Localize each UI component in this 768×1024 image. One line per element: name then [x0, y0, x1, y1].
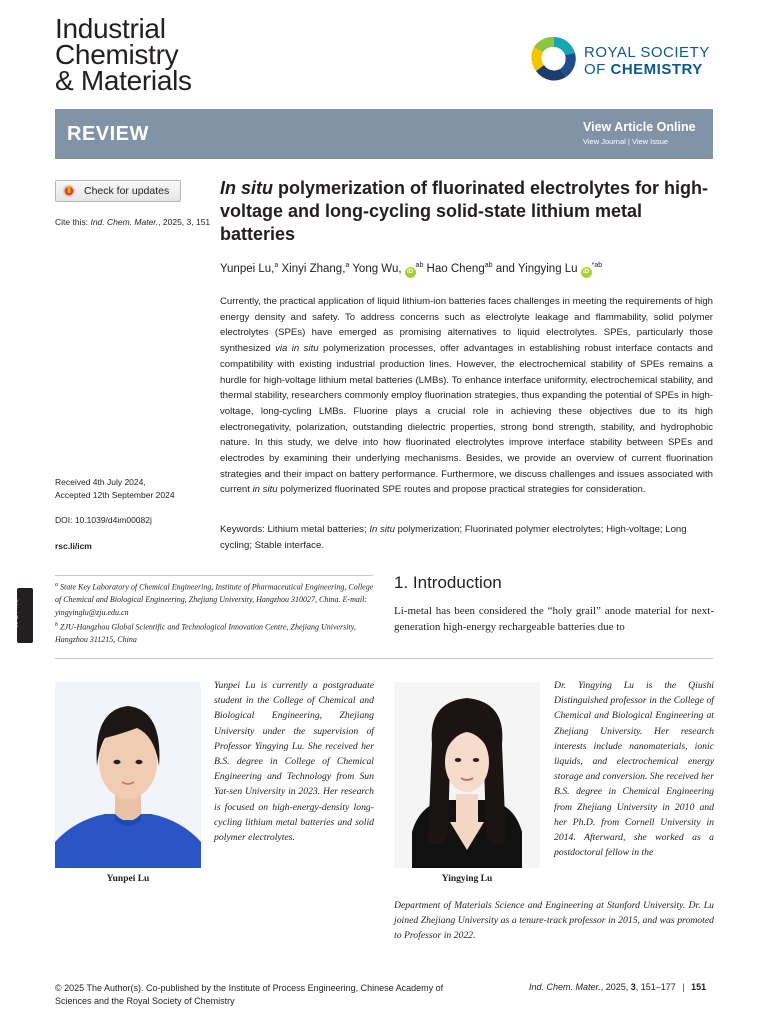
article-title-rest: polymerization of fluorinated electrolytes for high-voltage and long-cycling solid-state lithium metal batteries [220, 178, 709, 244]
journal-title-line: Industrial [55, 13, 166, 44]
affiliation-sup: a [55, 582, 58, 588]
keywords-italic: In situ [369, 524, 395, 535]
article-title-italic: In situ [220, 178, 273, 198]
received-date: Received 4th July 2024, [55, 477, 146, 487]
citation [55, 216, 215, 229]
author-sup: a [345, 262, 350, 269]
footer-volume: 3 [630, 982, 636, 992]
author-name: Yunpei Lu, [220, 262, 275, 275]
publisher-line1: ROYAL SOCIETY [584, 44, 710, 61]
footer-year: , 2025, [600, 982, 631, 992]
abstract-text: polymerization processes, offer advantages in establishing robust interface contacts and compatibility with existing industrial production lines. However, the electrochemical stability of SPEs remains a hurdle for high-voltage lithium metal batteries (LMBs). To enhance interface uniformity, electrochemical stability, and thermal stability, researchers commonly employ fluorination strategies, thus expanding the potential of SPEs in high-voltage, long-cycling LMBs. Fluorine plays a crucial role in achieving these objectives due to its high electronegativity, polarization, outstanding dielectric properties, strong bond strength, stability, and hydrophobic nature. In this study, we delve into how fluorinated electrolytes improve interface stability between SPEs and electrodes by examining their underlying mechanisms. Besides, we provide an overview of current fluorination strategies and their impact on battery performance. Furthermore, we discuss challenges and issues associated with current [220, 343, 714, 496]
abstract [220, 294, 713, 498]
abstract-italic: via in situ [275, 343, 319, 355]
author-sup: *ab [591, 262, 603, 269]
doi[interactable]: DOI: 10.1039/d4im00082j [55, 515, 152, 525]
view-article-online-link[interactable]: View Article Online [583, 120, 696, 134]
accepted-date: Accepted 12th September 2024 [55, 489, 175, 500]
keywords [220, 522, 713, 553]
article-dates [55, 476, 215, 501]
banner-separator: | [627, 137, 630, 146]
affiliation-item [55, 579, 375, 619]
section-heading: 1. Introduction [394, 573, 502, 592]
banner-sublinks [583, 137, 668, 146]
intro-paragraph: Li-metal has been considered the “holy grail” anode material for next-generation high-energy rechargeable batteries due to [394, 605, 714, 633]
section-label: REVIEW [67, 123, 149, 145]
section-banner [55, 109, 713, 159]
footer-pages: , 151–177 [635, 982, 676, 992]
view-issue-link[interactable]: View Issue [631, 137, 669, 146]
divider [55, 575, 373, 576]
cc-license-icon[interactable] [12, 588, 33, 643]
cite-prefix: Cite this: [55, 217, 89, 227]
orcid-icon[interactable]: iD [405, 267, 416, 278]
author-name: Hao Cheng [426, 262, 485, 275]
photo-caption: Yingying Lu [441, 874, 493, 884]
journal-title-line: Chemistry [55, 39, 179, 70]
keywords-text: polymerization; Fluorinated polymer electrolytes; High-voltage; Long cycling; Stable interface. [220, 524, 687, 551]
author-sup: ab [415, 262, 424, 269]
author-name: Yong Wu, [352, 262, 402, 275]
author-photo-yingying-lu [394, 682, 540, 868]
author-name: Xinyi Zhang, [281, 262, 346, 275]
publisher-line2-prefix: OF [584, 61, 606, 78]
footer-copyright: © 2025 The Author(s). Co-published by the Institute of Process Engineering, Chinese Academy of Sciences and the Royal Society of Chemistry [55, 983, 444, 1006]
affiliation-item [55, 619, 375, 647]
author-list [220, 262, 602, 278]
article-title [220, 177, 720, 246]
footer-separator: | [682, 982, 685, 992]
divider [55, 658, 713, 659]
view-journal-link[interactable]: View Journal [583, 137, 626, 146]
author-name: and Yingying Lu [495, 262, 578, 275]
abstract-text: polymerized fluorinated SPE routes and propose practical strategies for consideration. [277, 484, 646, 496]
journal-title [55, 13, 192, 96]
cc-license-label: cc BY-NC [12, 598, 20, 629]
footer-citation [529, 982, 706, 992]
photo-caption: Yunpei Lu [106, 874, 150, 884]
affiliation-text: ZJU-Hangzhou Global Scientific and Technological Innovation Centre, Zhejiang University, Hangzhou 311215, China [55, 622, 356, 645]
orcid-icon[interactable]: iD [581, 267, 592, 278]
abstract-text: Currently, the practical application of liquid lithium-ion batteries faces challenges in meeting the requirements of high energy density and safety. To address concerns such as electrolyte leakage and flammability, solid polymer electrolytes (SPEs) have emerged as promising alternatives to liquid electrolytes. SPEs, particularly those synthesized [220, 296, 713, 355]
keywords-text: Keywords: Lithium metal batteries; [220, 524, 370, 535]
affiliation-text: State Key Laboratory of Chemical Engineering, Institute of Pharmaceutical Engineering, College of Chemical and Biological Engineering, Zhejiang University, Hangzhou 310027, China. E-mail: yingyinglu@zju.edu.cn [55, 582, 374, 617]
publisher-name [584, 44, 710, 78]
bio-yingying-lu-top: Dr. Yingying Lu is the Qiushi Distinguished professor in the College of Chemical and Biological Engineering at Zhejiang University. Her research interests include nanomaterials, ionic liquids, and electrochemical energy storage and conversion. She received her B.S. degree in Chemical Engineering from Zhejiang University in 2010 and her Ph.D. from Cornell University in 2014. Afterward, she worked as a postdoctoral fellow in the [554, 680, 714, 859]
bio-yingying-lu-bottom: Department of Materials Science and Engineering at Stanford University. Dr. Lu joined Zhejiang University as a tenure-track professor in 2015, and was promoted to Professor in 2022. [394, 900, 714, 942]
author-sup: ab [484, 262, 493, 269]
author-photo-yunpei-lu [55, 682, 201, 868]
rsc-journal-link[interactable]: rsc.li/icm [55, 541, 92, 551]
cite-rest: , 2025, 3, 151 [158, 217, 211, 227]
abstract-italic: in situ [252, 484, 278, 496]
affiliation-sup: b [55, 622, 58, 629]
affiliations [55, 579, 375, 647]
check-for-updates-label: Check for updates [84, 185, 170, 197]
rsc-logo-icon [528, 33, 580, 85]
cite-journal: Ind. Chem. Mater. [90, 217, 159, 227]
journal-title-line: & Materials [55, 65, 192, 96]
page-number: 151 [691, 982, 707, 992]
footer-journal: Ind. Chem. Mater. [529, 982, 601, 992]
bio-yunpei-lu: Yunpei Lu is currently a postgraduate student in the College of Chemical and Biological Engineering, Zhejiang University under the supervision of Professor Yingying Lu. She received her B.S. degree in College of Chemical Engineering and Technology from Sun Yat-sen University in 2023. Her research is focused on high-energy-density long-cycling lithium metal batteries and solid polymer electrolytes. [214, 680, 374, 844]
publisher-line2-bold: CHEMISTRY [610, 61, 703, 78]
author-sup: a [274, 262, 279, 269]
check-for-updates-button[interactable] [55, 180, 181, 202]
update-badge-icon [62, 184, 76, 198]
